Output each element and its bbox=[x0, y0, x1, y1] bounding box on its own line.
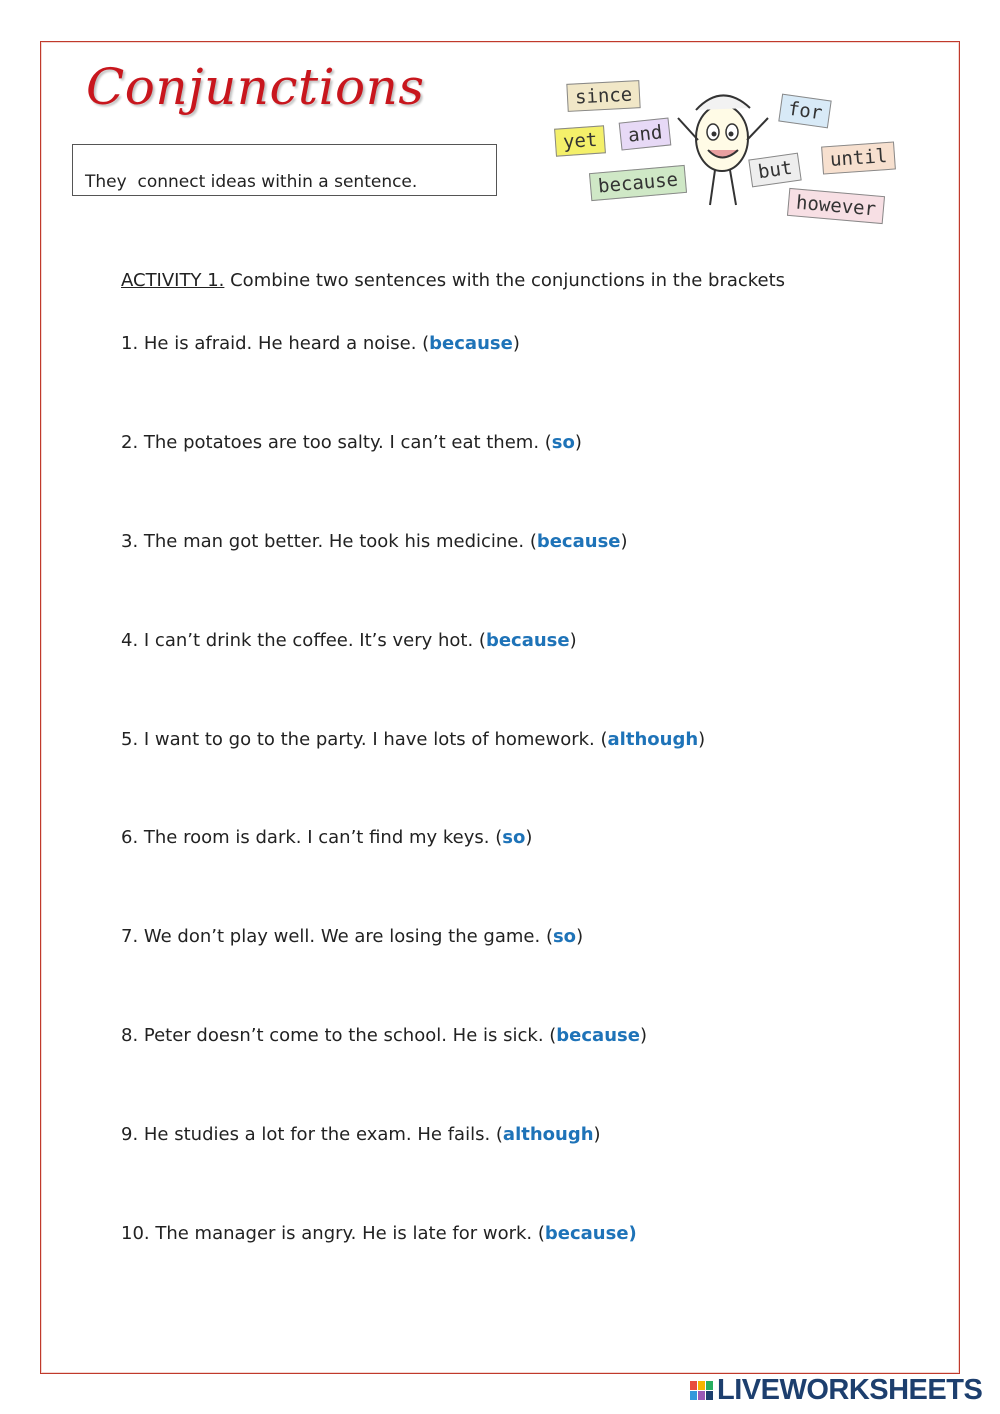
question-item: 5. I want to go to the party. I have lots of homework. (although) bbox=[121, 729, 706, 750]
word-card-since: since bbox=[566, 80, 641, 112]
page-border bbox=[40, 41, 960, 1374]
word-card-however: however bbox=[787, 188, 885, 224]
question-item: 3. The man got better. He took his medicine. (because) bbox=[121, 531, 628, 552]
conjunction-keyword: although bbox=[502, 1124, 594, 1145]
word-card-and: and bbox=[619, 117, 672, 150]
conjunction-keyword: because bbox=[536, 531, 621, 552]
liveworksheets-logo-icon bbox=[690, 1381, 713, 1400]
question-item: 4. I can’t drink the coffee. It’s very hot. (because) bbox=[121, 630, 577, 651]
brand-name: LIVEWORKSHEETS bbox=[717, 1373, 983, 1406]
word-card-for: for bbox=[778, 94, 832, 129]
question-item: 6. The room is dark. I can’t find my keys. (so) bbox=[121, 827, 533, 848]
activity-instructions bbox=[121, 270, 785, 291]
word-card-yet: yet bbox=[554, 125, 606, 156]
question-item: 2. The potatoes are too salty. I can’t eat them. (so) bbox=[121, 432, 582, 453]
question-item: 9. He studies a lot for the exam. He fails. (although) bbox=[121, 1124, 601, 1145]
definition-text: They connect ideas within a sentence. bbox=[85, 172, 418, 192]
conjunction-keyword: because) bbox=[544, 1223, 637, 1244]
conjunction-keyword: because bbox=[556, 1025, 640, 1046]
conjunctions-illustration bbox=[550, 70, 890, 235]
word-card-because: because bbox=[589, 165, 687, 201]
word-card-until: until bbox=[821, 141, 896, 174]
definition-box bbox=[72, 144, 497, 196]
question-item: 10. The manager is angry. He is late for work. (because) bbox=[121, 1223, 637, 1244]
page-title: Conjunctions bbox=[86, 58, 425, 116]
question-item: 8. Peter doesn’t come to the school. He is sick. (because) bbox=[121, 1025, 647, 1046]
conjunction-keyword: because bbox=[485, 630, 570, 651]
conjunction-keyword: so bbox=[552, 926, 577, 947]
word-card-but: but bbox=[748, 153, 802, 188]
conjunction-keyword: so bbox=[551, 432, 575, 453]
activity-label: ACTIVITY 1. bbox=[121, 270, 225, 291]
conjunction-keyword: although bbox=[607, 729, 699, 750]
liveworksheets-logo[interactable] bbox=[690, 1373, 983, 1406]
question-item: 1. He is afraid. He heard a noise. (because) bbox=[121, 333, 520, 354]
question-item: 7. We don’t play well. We are losing the game. (so) bbox=[121, 926, 584, 947]
conjunction-keyword: because bbox=[429, 333, 513, 354]
activity-instruction: Combine two sentences with the conjunctions in the brackets bbox=[224, 270, 786, 291]
conjunction-keyword: so bbox=[502, 827, 526, 848]
